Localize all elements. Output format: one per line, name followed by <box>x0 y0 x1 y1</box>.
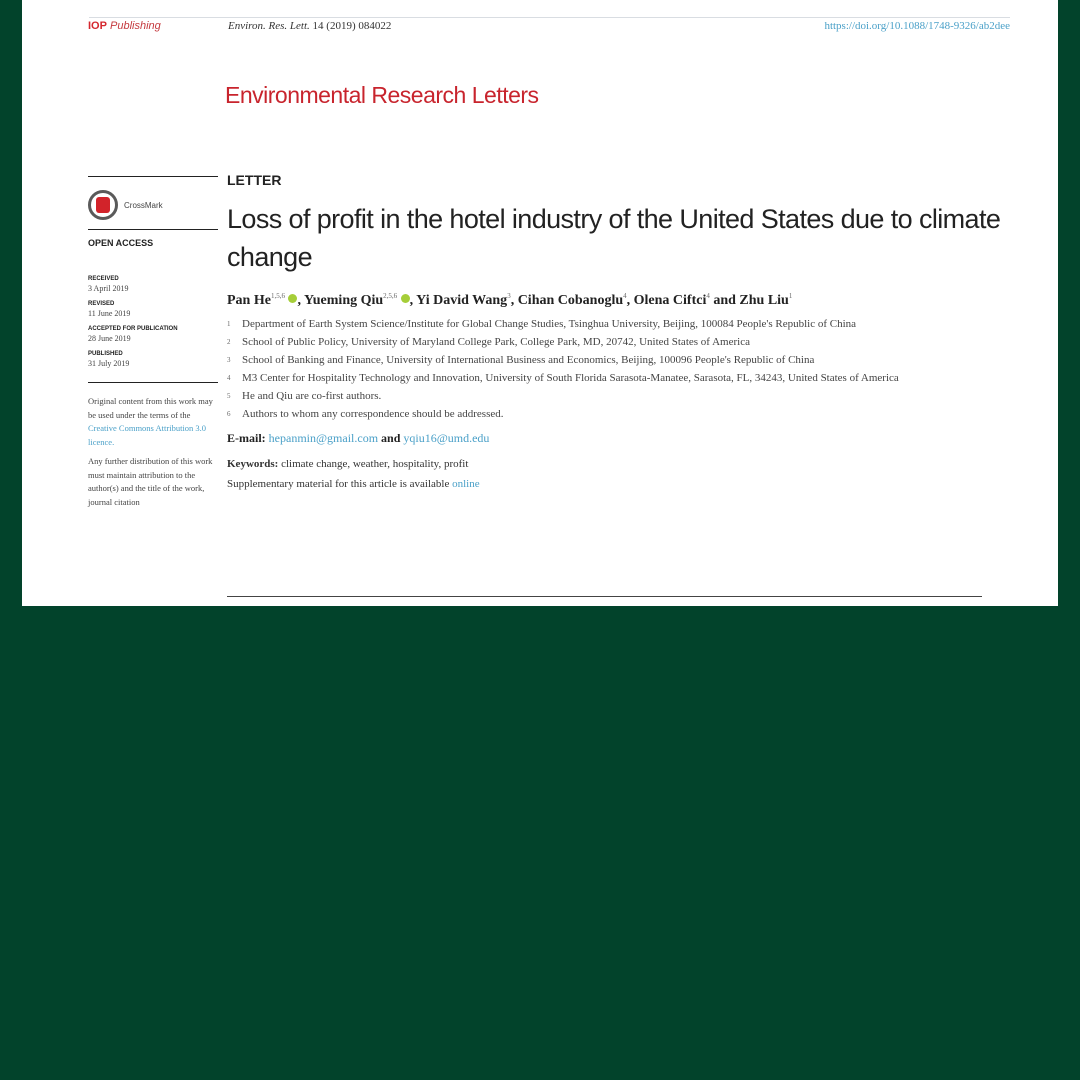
citation-journal: Environ. Res. Lett. <box>228 20 310 32</box>
author[interactable]: Olena Ciftci$^4$ <box>633 292 710 308</box>
orcid-icon[interactable] <box>288 294 297 303</box>
history-item <box>88 326 218 343</box>
history-item <box>88 351 218 368</box>
crossmark-label: CrossMark <box>124 200 163 210</box>
article-title: Loss of profit in the hotel industry of the United States due to climate change <box>227 204 1001 272</box>
author[interactable]: Yueming Qiu$^{2,5,6}$ <box>304 293 410 308</box>
abstract-rule <box>227 596 982 597</box>
license-link[interactable]: Creative Commons Attribution 3.0 licence. <box>88 423 207 447</box>
email-line <box>227 431 1027 446</box>
keywords-line <box>227 458 1027 470</box>
crossmark-icon <box>88 190 118 220</box>
history-label: RECEIVED <box>88 276 119 282</box>
email-connector: and <box>381 431 401 445</box>
history-item <box>88 301 218 318</box>
affiliation-item: 2 School of Public Policy, University of Maryland College Park, College Park, MD, 20742, United States of America <box>227 336 750 348</box>
author[interactable]: Zhu Liu$^1$ <box>739 292 793 308</box>
publisher-logo-bold: IOP <box>88 20 107 32</box>
sidebar-rule <box>88 229 218 230</box>
affiliation-item: 4 M3 Center for Hospitality Technology and Innovation, University of South Florida Sarasota-Manatee, Sarasota, FL, 34243, United States of America <box>227 372 899 384</box>
affiliation-item: 3 School of Banking and Finance, University of International Business and Economics, Beijing, 100096 People's Republic of China <box>227 354 815 366</box>
sidebar-rule <box>88 176 218 177</box>
open-access-label: OPEN ACCESS <box>88 238 154 248</box>
sidebar-rule <box>88 382 218 383</box>
affiliations <box>227 315 1027 423</box>
article-type: LETTER <box>227 172 282 188</box>
history-date: 11 June 2019 <box>88 309 131 318</box>
affiliation-item: 1 Department of Earth System Science/Institute for Global Change Studies, Tsinghua University, Beijing, 100084 People's Republic of China <box>227 318 857 330</box>
author-list: Pan He$^{1,5,6}$ , Yueming Qiu$^{2,5,6}$ , Yi David Wang$^3$, Cihan Cobanoglu$^4$, Olena Ciftci$^4$ and Zhu Liu$^1$ <box>227 292 793 308</box>
affiliation-item: 5 He and Qiu are co-first authors. <box>227 390 382 402</box>
paper-page <box>22 0 1058 606</box>
header-rule <box>89 17 1010 18</box>
distribution-note: Any further distribution of this work must maintain attribution to the author(s) and the title of the work, journal citation <box>88 456 213 507</box>
history-label: ACCEPTED FOR PUBLICATION <box>88 326 178 332</box>
email-link[interactable]: yqiu16@umd.edu <box>403 431 490 445</box>
email-link[interactable]: hepanmin@gmail.com <box>268 431 379 445</box>
history-date: 31 July 2019 <box>88 359 130 368</box>
author[interactable]: Cihan Cobanoglu$^4$ <box>517 292 627 308</box>
license-note <box>88 395 218 449</box>
crossmark-badge[interactable] <box>88 181 218 229</box>
journal-name: Environmental Research Letters <box>225 82 539 108</box>
orcid-icon[interactable] <box>401 294 410 303</box>
history-item <box>88 276 218 293</box>
history-date: 28 June 2019 <box>88 334 131 343</box>
email-label: E-mail: <box>227 431 266 445</box>
citation-volume: 14 (2019) 084022 <box>312 20 392 32</box>
publisher-logo <box>88 20 161 32</box>
history-date: 3 April 2019 <box>88 284 129 293</box>
citation <box>228 20 391 32</box>
doi-link[interactable]: https://doi.org/10.1088/1748-9326/ab2dee <box>824 20 1010 32</box>
supplementary-line <box>227 478 1027 490</box>
article-main <box>227 172 1027 490</box>
sidebar <box>88 176 218 509</box>
history-label: REVISED <box>88 301 115 307</box>
license-text: Original content from this work may be used under the terms of the <box>88 396 213 420</box>
keywords-label: Keywords: <box>227 458 279 470</box>
supplementary-text: Supplementary material for this article is available <box>227 478 450 490</box>
history-label: PUBLISHED <box>88 351 123 357</box>
supplementary-link[interactable]: online <box>452 478 480 490</box>
publisher-logo-rest: Publishing <box>110 20 161 32</box>
author[interactable]: Yi David Wang$^3$ <box>416 292 511 308</box>
author[interactable]: Pan He$^{1,5,6}$ <box>227 293 297 308</box>
affiliation-item: 6 Authors to whom any correspondence should be addressed. <box>227 408 504 420</box>
author-connector: and <box>713 293 736 308</box>
keywords-text: climate change, weather, hospitality, profit <box>281 458 469 470</box>
